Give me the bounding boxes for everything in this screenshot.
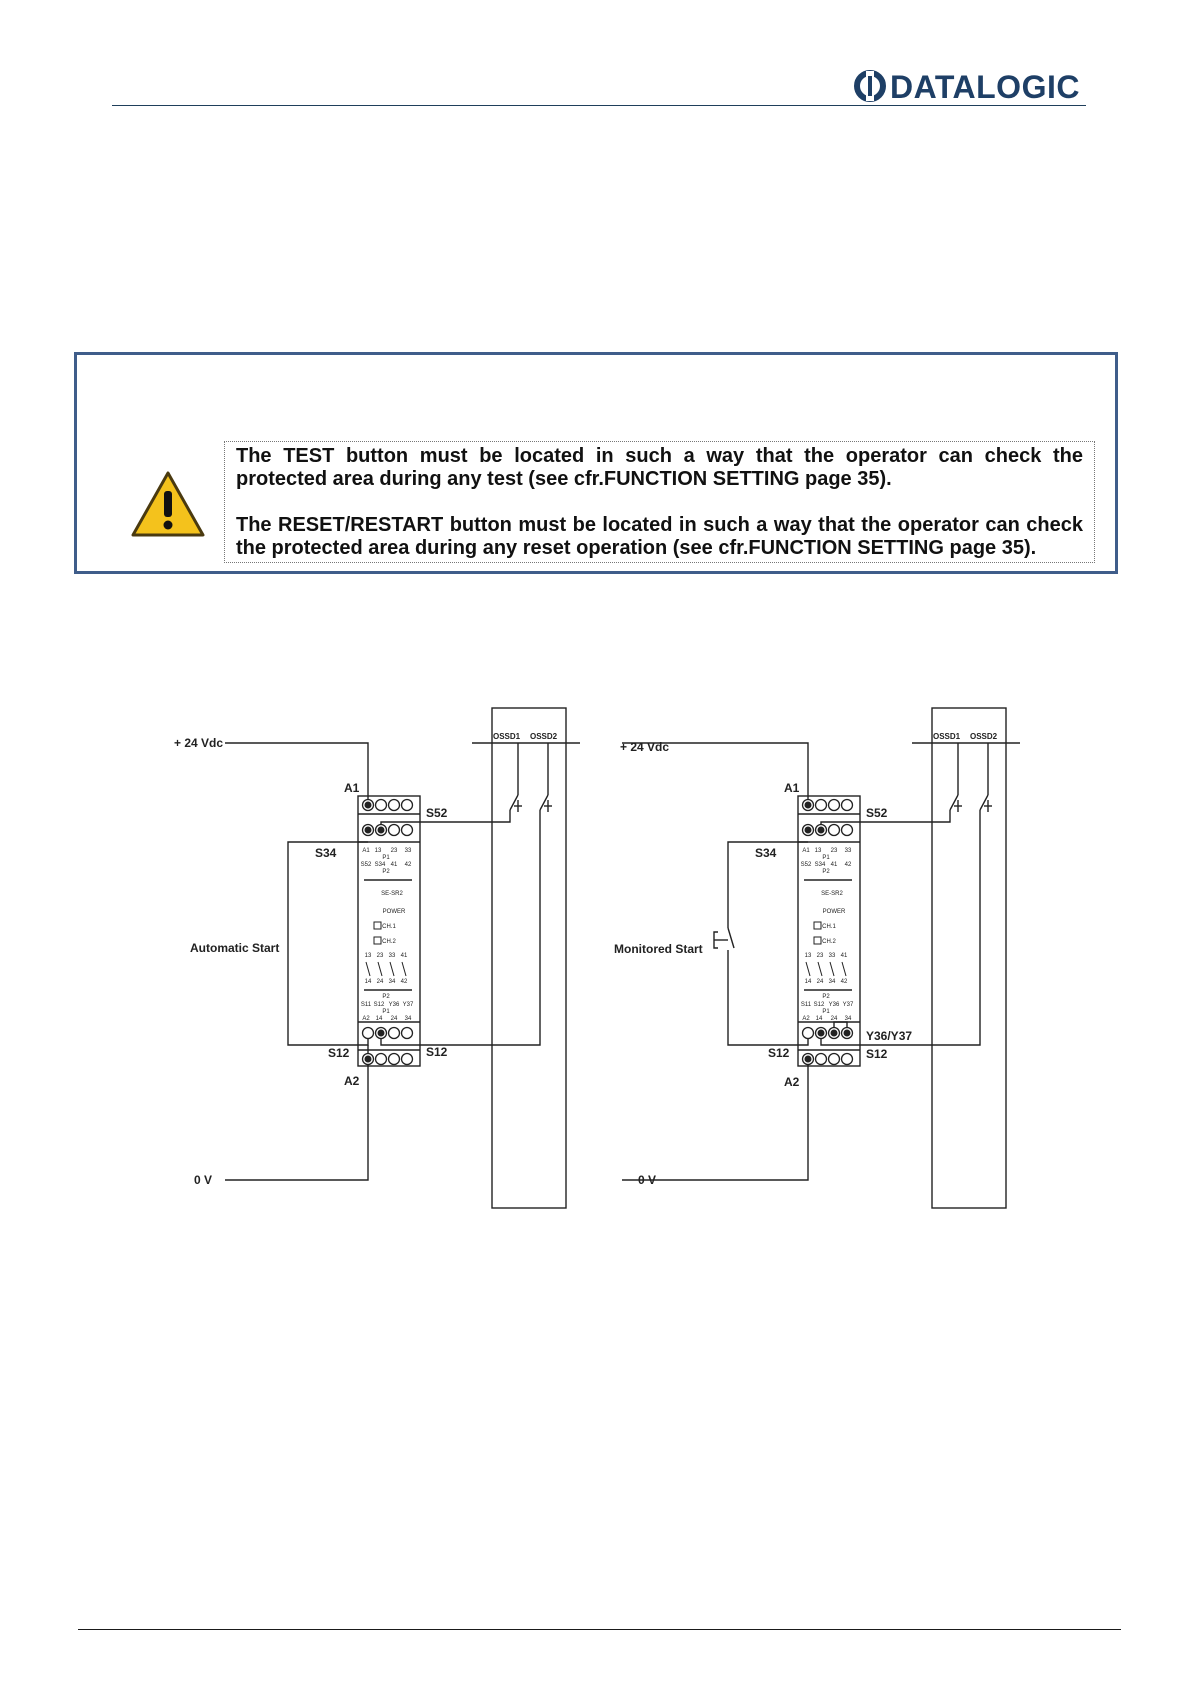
- ossd1-label: OSSD1: [493, 732, 521, 741]
- terminal-s12-right-label: S12: [866, 1047, 888, 1061]
- module-label: POWER: [822, 909, 846, 915]
- module-label: S11: [360, 1002, 372, 1008]
- module-label: Y36: [828, 1002, 840, 1008]
- module-label: 42: [840, 979, 848, 985]
- module-label: 23: [830, 848, 838, 854]
- module-label: 23: [390, 848, 398, 854]
- terminal-s52-label: S52: [426, 806, 448, 820]
- module-label: 23: [816, 953, 824, 959]
- module-label: CH.2: [382, 939, 396, 945]
- module-label: 24: [816, 979, 824, 985]
- terminal-a1-label: A1: [784, 781, 800, 795]
- module-label: P2: [822, 994, 830, 1000]
- terminal-s12-left-label: S12: [328, 1046, 350, 1060]
- module-label: CH.2: [822, 939, 836, 945]
- ground-label: 0 V: [638, 1173, 657, 1187]
- module-label: POWER: [382, 909, 406, 915]
- wiring-diagram-monitored-start: [610, 700, 1030, 1220]
- module-label: 41: [830, 862, 838, 868]
- warning-triangle-icon: [130, 469, 206, 539]
- datalogic-logo: [852, 68, 1088, 104]
- module-label: 13: [814, 848, 822, 854]
- ossd1-label: OSSD1: [933, 732, 961, 741]
- wiring-diagram-automatic-start: [170, 700, 590, 1220]
- module-label: 34: [828, 979, 836, 985]
- ossd2-label: OSSD2: [970, 732, 998, 741]
- module-label: 33: [828, 953, 836, 959]
- module-label: P2: [382, 994, 390, 1000]
- module-label: 14: [804, 979, 812, 985]
- module-label: 42: [400, 979, 408, 985]
- terminal-s34-label: S34: [755, 846, 777, 860]
- terminal-s52-label: S52: [866, 806, 888, 820]
- module-label: S34: [814, 862, 826, 868]
- supply-label: + 24 Vdc: [620, 740, 670, 754]
- warning-text-frame: [224, 441, 1095, 563]
- module-label: A1: [362, 848, 370, 854]
- module-label: 33: [404, 848, 412, 854]
- module-label: 13: [804, 953, 812, 959]
- module-label: 42: [844, 862, 852, 868]
- module-label: 13: [364, 953, 372, 959]
- module-label: 41: [840, 953, 848, 959]
- module-label: 42: [404, 862, 412, 868]
- terminal-a1-label: A1: [344, 781, 360, 795]
- ossd2-label: OSSD2: [530, 732, 558, 741]
- module-label: A2: [362, 1016, 370, 1022]
- module-label: Y37: [402, 1002, 414, 1008]
- terminal-a2-label: A2: [344, 1074, 360, 1088]
- module-label: 34: [844, 1016, 852, 1022]
- terminal-s34-label: S34: [315, 846, 337, 860]
- module-model: SE-SR2: [381, 891, 403, 897]
- module-label: 24: [376, 979, 384, 985]
- module-label: 24: [390, 1016, 398, 1022]
- module-label: 24: [830, 1016, 838, 1022]
- module-label: CH.1: [382, 924, 396, 930]
- terminal-s12-right-label: S12: [426, 1045, 448, 1059]
- start-mode-label: Automatic Start: [190, 941, 280, 955]
- module-label: A2: [802, 1016, 810, 1022]
- warning-paragraph-test: The TEST button must be located in such a way that the operator can check the protected area during any test (see cfr.FUNCTION SETTING page 35).: [236, 445, 1083, 490]
- supply-label: + 24 Vdc: [174, 736, 224, 750]
- logo-text: DATALOGIC: [890, 69, 1080, 104]
- ground-label: 0 V: [194, 1173, 213, 1187]
- start-mode-label: Monitored Start: [614, 942, 703, 956]
- module-label: P2: [382, 869, 390, 875]
- terminal-a2-label: A2: [784, 1075, 800, 1089]
- module-label: S52: [360, 862, 372, 868]
- module-label: 34: [388, 979, 396, 985]
- module-label: S34: [374, 862, 386, 868]
- terminal-s12-left-label: S12: [768, 1046, 790, 1060]
- module-label: 14: [364, 979, 372, 985]
- module-label: S52: [800, 862, 812, 868]
- warning-paragraph-reset: The RESET/RESTART button must be located in such a way that the operator can check the protected area during any reset operation (see cfr.FUNCTION SETTING page 35).: [236, 514, 1083, 559]
- module-label: P2: [822, 869, 830, 875]
- module-label: 13: [374, 848, 382, 854]
- module-label: S12: [813, 1002, 825, 1008]
- footer-rule: [78, 1629, 1121, 1630]
- module-label: S12: [373, 1002, 385, 1008]
- module-model: SE-SR2: [821, 891, 843, 897]
- module-label: 34: [404, 1016, 412, 1022]
- header-rule: [112, 105, 1086, 106]
- module-label: 14: [375, 1016, 383, 1022]
- module-label: A1: [802, 848, 810, 854]
- module-label: 33: [388, 953, 396, 959]
- module-label: P1: [382, 1009, 390, 1015]
- module-label: 41: [390, 862, 398, 868]
- terminal-y36y37-label: Y36/Y37: [866, 1029, 913, 1043]
- module-label: 23: [376, 953, 384, 959]
- module-label: 33: [844, 848, 852, 854]
- module-label: 14: [815, 1016, 823, 1022]
- module-label: P1: [382, 855, 390, 861]
- module-label: 41: [400, 953, 408, 959]
- module-label: Y37: [842, 1002, 854, 1008]
- warning-box: [74, 352, 1118, 574]
- logo-mark-icon: [857, 71, 883, 101]
- module-label: S11: [800, 1002, 812, 1008]
- module-label: P1: [822, 1009, 830, 1015]
- module-label: CH.1: [822, 924, 836, 930]
- module-label: Y36: [388, 1002, 400, 1008]
- module-label: P1: [822, 855, 830, 861]
